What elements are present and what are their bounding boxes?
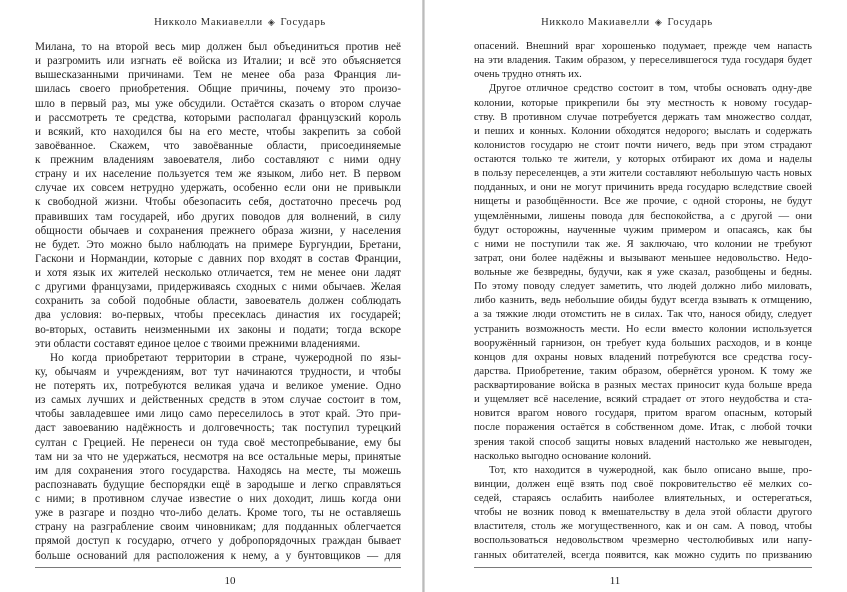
running-head-title: Государь [667, 17, 713, 28]
text-line: даст завоеванию надёжность и долговечность; так поступил турецкий [35, 422, 401, 435]
text-line: нищеты и разобщённости. Все же прочие, с одной стороны, не будут [474, 196, 812, 208]
text-line: насколько выгодно основание колоний. [474, 450, 652, 462]
text-line: два условия: во-первых, чтобы пресеклась династия их государей; [35, 309, 401, 322]
text-line: и разгромить или изгнать её войска из Италии; и всё это объясняется [35, 55, 401, 68]
text-line: и ущемляет всё население, всякий страдает от этого неудобства и ста- [474, 394, 812, 406]
text-line: ку, обычаям и учреждениям, вот тут начинаются трудности, и чтобы [35, 365, 401, 378]
paragraph [474, 464, 812, 563]
text-line: ганных обитателей, всегда появится, как можно судить по призванию [474, 549, 812, 561]
text-line: прямой доступ к государю, отчего у добропорядочных граждан бывает [35, 535, 401, 548]
text-line: вооружённый гарнизон, он требует куда больших расходов, и в конце [474, 337, 812, 349]
text-line: с ними не поступили так же. Я заключаю, что колонии не требуют [474, 238, 812, 250]
text-line: Милана, то на второй весь мир должен был объединиться против неё [35, 41, 401, 53]
running-head-author: Никколо Макиавелли [154, 17, 263, 28]
text-line: колонистов государю не стоит почти ничего, ведь при этом страдают [474, 139, 812, 151]
text-line: Другое отличное средство состоит в том, чтобы основать одну-две [489, 83, 812, 95]
text-line: расквартирование войска в разных местах приносит куда больше вреда [474, 380, 812, 391]
text-line: винции, должен ещё взять под своё покровительство её мелких со- [474, 478, 812, 490]
text-block [474, 40, 812, 563]
right-page [425, 0, 847, 592]
text-line: к прежним владениям завоевателя, либо составляют с ними одну [35, 154, 401, 166]
text-line: и всякий, кто находился бы на его месте, чтобы закрепить за собой [35, 125, 401, 138]
text-line: дарства. Приобретение, таким образом, обернётся уроном. К тому же [474, 365, 812, 377]
text-line: распознавать будущие беспорядки ещё в зародыше и легко справляться [35, 478, 401, 491]
text-line: воспользоваться недовольством чрезмерно честолюбивых или напу- [474, 535, 812, 547]
text-line: очень трудно отнять их. [474, 69, 582, 81]
diamond-ornament-icon: ◈ [267, 17, 276, 27]
text-line: завоёванное. Скажем, что завоёванные области, присоединяемые [35, 139, 401, 152]
text-line: либо казнить, ведь небольшие обиды будут всегда взывать к отмщению, [474, 295, 812, 307]
text-line: и рассмотреть те средства, которыми располагал французский король [35, 111, 401, 124]
text-line: им для сохранения этого государства. Находясь на месте, ты можешь [35, 464, 401, 477]
text-line: а за тяжкие люди отомстить не в силах. Так что, нанося обиду, следует [474, 309, 812, 321]
text-line: опасений. Внешний враг хорошенько подумает, прежде чем напасть [474, 41, 812, 52]
footer-rule [474, 567, 812, 568]
text-line: случае их совсем нетрудно удержать, особенно если они не привыкли [35, 182, 401, 195]
text-line: вольные же безвредны, будучи, как я уже сказал, разобщены и бедны. [474, 267, 812, 278]
text-line: будут осторожны, наученные чужим примером и опасаясь, как бы [474, 224, 812, 236]
paragraph [35, 40, 401, 351]
text-line: в пользу переселенцев, а эти жители составляют небольшую часть новых [474, 168, 812, 180]
text-line: Тот, кто находится в чужеродной, как было описано выше, про- [489, 464, 812, 476]
text-line: затрат, они более надёжны и вызывают меньшее недовольство. Недо- [474, 252, 812, 264]
text-line: колонии, которые прикрепили бы эту местность к новому государ- [474, 97, 812, 109]
text-line: из самых лучших и действенных средств в этом случае состоит в том, [35, 394, 401, 407]
diamond-ornament-icon: ◈ [654, 17, 663, 27]
text-line: сохранить за собой подобные области, завоеватель должен соблюдать [35, 295, 401, 308]
running-head [150, 13, 330, 31]
text-line: уже в разгаре и поздно что-либо делать. Кроме того, ты не оставляешь [35, 507, 401, 520]
text-line: чтобы завладевшее ими лицо само переселилось в этот край. Это при- [35, 408, 401, 421]
text-line: Но когда приобретают территории в стране, чужеродной по язы- [50, 351, 401, 364]
page-number: 11 [609, 575, 621, 587]
running-head-title: Государь [280, 17, 326, 28]
text-line: Гаскони и Нормандии, которые с давних пор входят в состав Франции, [35, 252, 401, 265]
text-line: вышесказанными причинами. Тем не менее оба раза Франция ли- [35, 69, 401, 82]
text-line: не потерять их, потребуются великая удача и великое умение. Одно [35, 380, 401, 392]
text-line: шилась своего приобретения. Общие причины, почему это произо- [35, 83, 401, 96]
text-line: там ни за что не удержаться, несмотря на все остальные меры, принятые [35, 450, 401, 463]
text-line: эти области составят единое целое с твоими прежними владениями. [35, 337, 361, 350]
text-line: ству. В противном случае потребуется держать там множество солдат, [474, 111, 812, 123]
text-line: По этому поводу следует заметить, что людей должно либо миловать, [474, 281, 812, 293]
running-head-author: Никколо Макиавелли [541, 17, 650, 28]
text-line: на эти владения. Таким образом, у переселившегося туда государя будет [474, 55, 812, 67]
text-line: зрения такой способ защиты новых владений настолько же невыгоден, [474, 436, 812, 448]
text-line: чтобы не возник повод к вмешательству в дела этой области другого [474, 507, 812, 519]
text-line: властителя, столь же могущественного, как и он сам. А повод, чтобы [474, 521, 812, 533]
text-line: седей, стараясь ослабить наиболее влиятельных, и остерегаться, [474, 493, 812, 504]
text-line: правивших там государей, ибо других поводов для волнений, в силу [35, 210, 401, 223]
text-line: султан с Грецией. Не перенеси он туда своё местопребывание, ему бы [35, 436, 401, 449]
text-line: страну на разграбление своим чиновникам; для подданных облегчается [35, 521, 401, 534]
text-line: ущемлёнными, лишены повода для беспокойства, а с другой — они [474, 210, 812, 222]
paragraph [474, 82, 812, 463]
text-line: больше оснований для расположения к нему, а у бунтовщиков — для [35, 549, 401, 562]
paragraph [35, 351, 401, 563]
text-line: остаются только те жители, у которых отбирают их дома и наделы [474, 154, 812, 165]
text-line: устранить возможность мести. Но если вместо колонии используется [474, 323, 812, 335]
text-line: и хотя язык их жителей несколько отличается, тем не менее они ладят [35, 267, 401, 279]
page-number: 10 [224, 575, 236, 587]
text-line: с другими французами, придерживаясь сходных с ними обычаев. Желая [35, 281, 401, 294]
text-line: общности обычаев и сохранения прежнего образа жизни, у населения [35, 224, 401, 237]
text-line: страну и их население пользуется тем же языком, либо нет. В первом [35, 168, 401, 181]
text-line: с ними; в противном случае известие о них доходит, лишь когда они [35, 493, 401, 505]
text-line: подданных, и они не могут причинить вреда государю вследствие своей [474, 182, 812, 194]
text-line: не будет. Это можно было наблюдать на примере Бургундии, Бретани, [35, 238, 401, 251]
text-line: к свободной жизни. Чтобы обезопасить себя, достаточно пресечь род [35, 196, 401, 209]
left-page [0, 0, 422, 592]
running-head [537, 13, 717, 31]
text-block [35, 40, 401, 563]
text-line: во-вторых, оставить неизменными их законы и подати; тогда вскоре [35, 323, 401, 336]
text-line: после поражения остаётся в собственном доме. Итак, с любой точки [474, 422, 812, 434]
text-line: шло в первый раз, мы уже обсудили. Остаётся сказать о втором случае [35, 97, 401, 110]
text-line: и пеших и конных. Колонии обходятся недорого; выслать и содержать [474, 125, 812, 137]
paragraph [474, 40, 812, 82]
text-line: концов для охраны новых владений потребуются все средства госу- [474, 351, 812, 363]
footer-rule [35, 567, 401, 568]
text-line: новится врагом нового государя, притом врагом опасным, который [474, 408, 812, 420]
